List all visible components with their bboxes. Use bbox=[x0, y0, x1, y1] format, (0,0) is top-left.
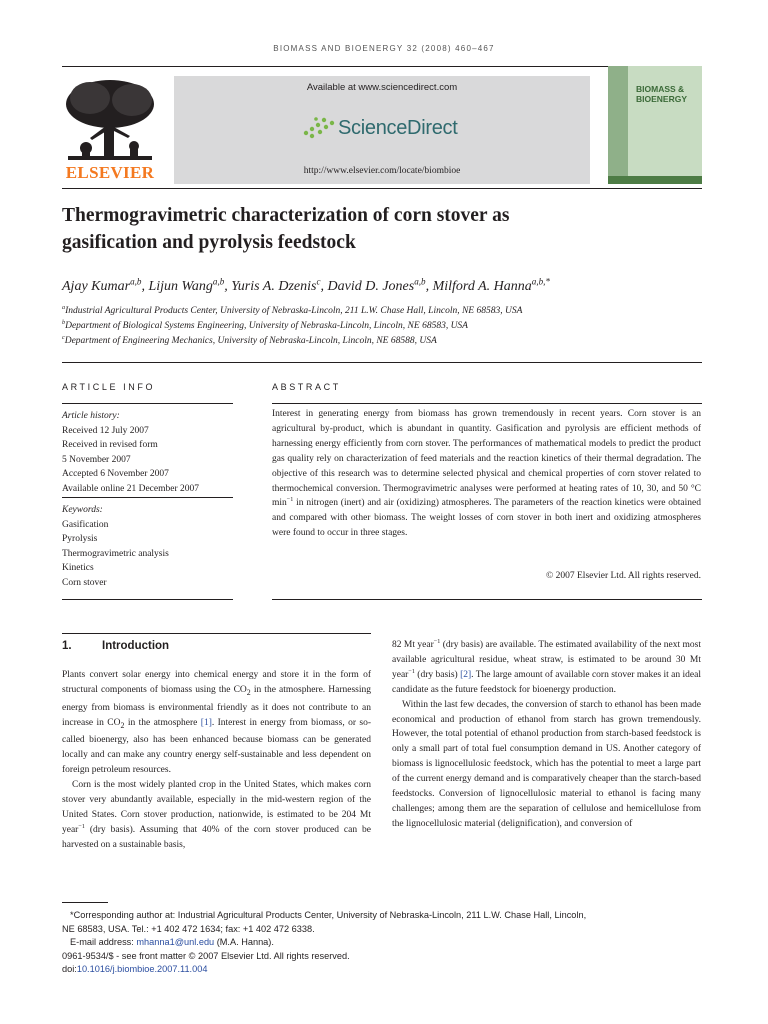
footnotes bbox=[62, 909, 722, 977]
author-separator: , bbox=[224, 279, 232, 294]
journal-cover-thumbnail bbox=[608, 66, 702, 184]
subscript: 2 bbox=[246, 687, 251, 697]
received-date: Received 12 July 2007 bbox=[62, 425, 149, 436]
section-title: Introduction bbox=[102, 640, 170, 652]
text-run: (dry basis) bbox=[414, 669, 461, 680]
affiliation-c bbox=[62, 336, 742, 346]
author-name: David D. Jones bbox=[327, 279, 415, 294]
paragraph bbox=[62, 668, 371, 778]
article-info-heading: ARTICLE INFO bbox=[62, 382, 156, 392]
sciencedirect-logo bbox=[302, 114, 457, 142]
text-run: 82 Mt year bbox=[392, 640, 434, 650]
cover-title bbox=[636, 84, 700, 104]
cover-title-line-2: BIOENERGY bbox=[636, 94, 688, 104]
email-owner: (M.A. Hanna). bbox=[214, 937, 274, 947]
affiliation-b bbox=[62, 321, 742, 331]
affiliation-a bbox=[62, 306, 742, 316]
abstract-text-part: Interest in generating energy from biomass has grown tremendously in recent years. Corn stover is an agricultural by-product, which is abundant in quantity. Gasification and pyrolysis are efficient methods of harnessing energy efficiently from corn stover. The performances of mathematical models to predict the product gas quality rely on characterization of feed materials and the reaction kinetics of their thermal degradation. The objective of this research was to determine selected physical and chemical properties of corn stover related to thermochemical conversion. Thermogravimetric analyses were performed at heating rates of 10, 30, and 50 °C min bbox=[272, 409, 701, 509]
affiliation-bottom-rule bbox=[62, 362, 702, 363]
superscript: −1 bbox=[78, 823, 85, 830]
paragraph: Within the last few decades, the conversion of starch to ethanol has been made economical and production of ethanol from starch has grown tremendously. However, the total potential of ethanol production from starch-based feedstock is only a small part of total fuel consumption demand in US. Another category of biomass is lignocellulosic feedstock, which has the potential to meet a large part of the current energy demand and is comparatively cheaper than the starch-based feedstocks. Conversion of lignocellulosic material to ethanol is facing many challenges; among them are the separation of cellulose and hemicellulose from the lignocellulosic material (delignification), and conversion of bbox=[392, 699, 701, 829]
author-name: Milford A. Hanna bbox=[432, 279, 532, 294]
abstract-text-part: in nitrogen (inert) and air (oxidizing) atmospheres. The parameters of the reaction kinetics were obtained and compared with other biomass. The weight losses of corn stover in both inert and oxidizing atmospheres were found to occur in three stages. bbox=[272, 498, 701, 539]
journal-url[interactable]: http://www.elsevier.com/locate/biombioe bbox=[303, 166, 461, 176]
article-title bbox=[62, 202, 722, 256]
author-affiliation-mark: c bbox=[316, 276, 321, 287]
keyword-item: Kinetics bbox=[62, 563, 94, 574]
email-link[interactable]: mhanna1@unl.edu bbox=[136, 937, 215, 947]
citation-link[interactable]: [1] bbox=[200, 717, 212, 728]
abstract-body bbox=[272, 407, 701, 541]
article-info-rule bbox=[62, 403, 233, 404]
paragraph bbox=[392, 638, 701, 698]
revised-date: 5 November 2007 bbox=[62, 454, 131, 465]
text-run: Plants convert solar energy into chemical energy and store it in the form of structural components of biomass using the CO bbox=[62, 670, 371, 695]
author-separator: , bbox=[425, 279, 433, 294]
abstract-copyright: © 2007 Elsevier Ltd. All rights reserved. bbox=[546, 571, 701, 581]
text-run: . The large amount of available corn stover makes it an ideal candidate as the future feedstock for bioenergy production. bbox=[392, 669, 701, 695]
author-name: Ajay Kumar bbox=[62, 279, 131, 294]
keyword-item: Corn stover bbox=[62, 577, 107, 588]
email-line bbox=[62, 936, 722, 950]
keyword-item: Thermogravimetric analysis bbox=[62, 548, 169, 559]
author-separator: , bbox=[141, 279, 149, 294]
article-title-line-2: gasification and pyrolysis feedstock bbox=[62, 232, 356, 253]
section-heading-introduction bbox=[62, 640, 169, 652]
superscript: −1 bbox=[433, 638, 441, 645]
email-label: E-mail address: bbox=[70, 937, 137, 947]
front-matter-line: 0961-9534/$ - see front matter © 2007 Elsevier Ltd. All rights reserved. bbox=[62, 950, 350, 961]
section-number: 1. bbox=[62, 640, 72, 652]
affiliation-mark: b bbox=[62, 319, 66, 326]
intro-heading-rule bbox=[62, 633, 371, 634]
affiliation-text: Department of Biological Systems Engineering, University of Nebraska-Lincoln, Lincoln, NE 68583, USA bbox=[65, 321, 468, 331]
text-run: in the atmosphere bbox=[124, 717, 201, 728]
cover-bottom-band bbox=[608, 176, 702, 184]
doi-line bbox=[62, 963, 722, 977]
author-affiliation-mark: a,b,* bbox=[531, 276, 550, 287]
affiliation-text: Industrial Agricultural Products Center, University of Nebraska-Lincoln, 211 L.W. Chase Hall, Lincoln, NE 68583, USA bbox=[65, 306, 523, 316]
affiliation-mark: c bbox=[62, 334, 65, 341]
cover-side-strip bbox=[608, 66, 628, 184]
author-name: Lijun Wang bbox=[148, 279, 213, 294]
doi-label: doi: bbox=[62, 964, 77, 974]
online-date: Available online 21 December 2007 bbox=[62, 483, 199, 494]
history-rule bbox=[62, 497, 233, 498]
history-label: Article history: bbox=[62, 411, 120, 421]
text-run: (dry basis). Assuming that 40% of the corn stover produced can be harvested on a sustainable basis, bbox=[62, 824, 371, 850]
affiliation-text: Department of Engineering Mechanics, University of Nebraska-Lincoln, Lincoln, NE 68588, USA bbox=[64, 336, 437, 346]
citation-link[interactable]: [2] bbox=[460, 669, 472, 680]
text-run: (dry basis) are available. The estimated availability of the next most available agricultural residue, wheat straw, is estimated to be around 30 Mt year bbox=[392, 640, 701, 680]
doi-link[interactable]: 10.1016/j.biombioe.2007.11.004 bbox=[76, 964, 208, 974]
header-rule bbox=[62, 66, 702, 67]
sciencedirect-wordmark: ScienceDirect bbox=[338, 116, 458, 139]
abstract-rule bbox=[272, 403, 702, 404]
text-run: . Interest in energy from biomass, or so-called bioenergy, also has been enhanced because biomass can be generated locally and can make any country energy self-sustainable and less dependent on foreign petroleum resources. bbox=[62, 717, 371, 776]
author-name: Yuris A. Dzenis bbox=[231, 279, 317, 294]
article-history bbox=[62, 409, 232, 497]
abstract-heading: ABSTRACT bbox=[272, 382, 341, 392]
paragraph bbox=[62, 778, 371, 853]
abstract-bottom-rule bbox=[272, 599, 702, 600]
body-column-left bbox=[62, 668, 371, 853]
keyword-item: Pyrolysis bbox=[62, 534, 98, 545]
corresponding-author-line-2: NE 68583, USA. Tel.: +1 402 472 1634; fax: +1 402 472 6338. bbox=[62, 923, 315, 934]
author-affiliation-mark: a,b bbox=[414, 276, 426, 287]
elsevier-wordmark: ELSEVIER bbox=[65, 163, 155, 182]
author-list bbox=[62, 276, 722, 295]
subscript: 2 bbox=[120, 720, 125, 730]
sciencedirect-dots-icon bbox=[302, 115, 338, 141]
text-run: Corn is the most widely planted crop in the United States, which makes corn stover very abundantly available, especially in the mid-western region of the United States. Corn stover production, nationwide, is estimated to be 204 Mt year bbox=[62, 780, 371, 835]
superscript: −1 bbox=[408, 668, 415, 675]
author-affiliation-mark: a,b bbox=[212, 276, 225, 287]
text-run: in the atmosphere. Harnessing energy from biomass is environmental friendly as it does not contribute to an increase in CO bbox=[62, 684, 371, 728]
corresponding-author-line-1: *Corresponding author at: Industrial Agricultural Products Center, University of Nebraska-Lincoln, 211 L.W. Chase Hall, Lincoln, bbox=[70, 910, 587, 920]
cover-title-line-1: BIOMASS & bbox=[636, 84, 685, 94]
keyword-item: Gasification bbox=[62, 519, 109, 530]
title-top-rule bbox=[62, 188, 702, 189]
author-affiliation-mark: a,b bbox=[130, 276, 142, 287]
keywords bbox=[62, 503, 232, 591]
footnote-rule bbox=[62, 902, 108, 903]
abstract-superscript: −1 bbox=[286, 497, 294, 504]
journal-running-head: BIOMASS AND BIOENERGY 32 (2008) 460–467 bbox=[273, 44, 495, 53]
body-column-right bbox=[392, 638, 701, 832]
affiliation-mark: a bbox=[62, 304, 66, 311]
sciencedirect-banner bbox=[174, 76, 590, 184]
accepted-date: Accepted 6 November 2007 bbox=[62, 469, 169, 480]
keywords-bottom-rule bbox=[62, 599, 233, 600]
article-title-line-1: Thermogravimetric characterization of corn stover as bbox=[62, 205, 510, 226]
author-separator: , bbox=[320, 279, 328, 294]
revised-label: Received in revised form bbox=[62, 440, 158, 451]
keywords-label: Keywords: bbox=[62, 505, 103, 515]
sciencedirect-available-text: Available at www.sciencedirect.com bbox=[306, 82, 458, 93]
